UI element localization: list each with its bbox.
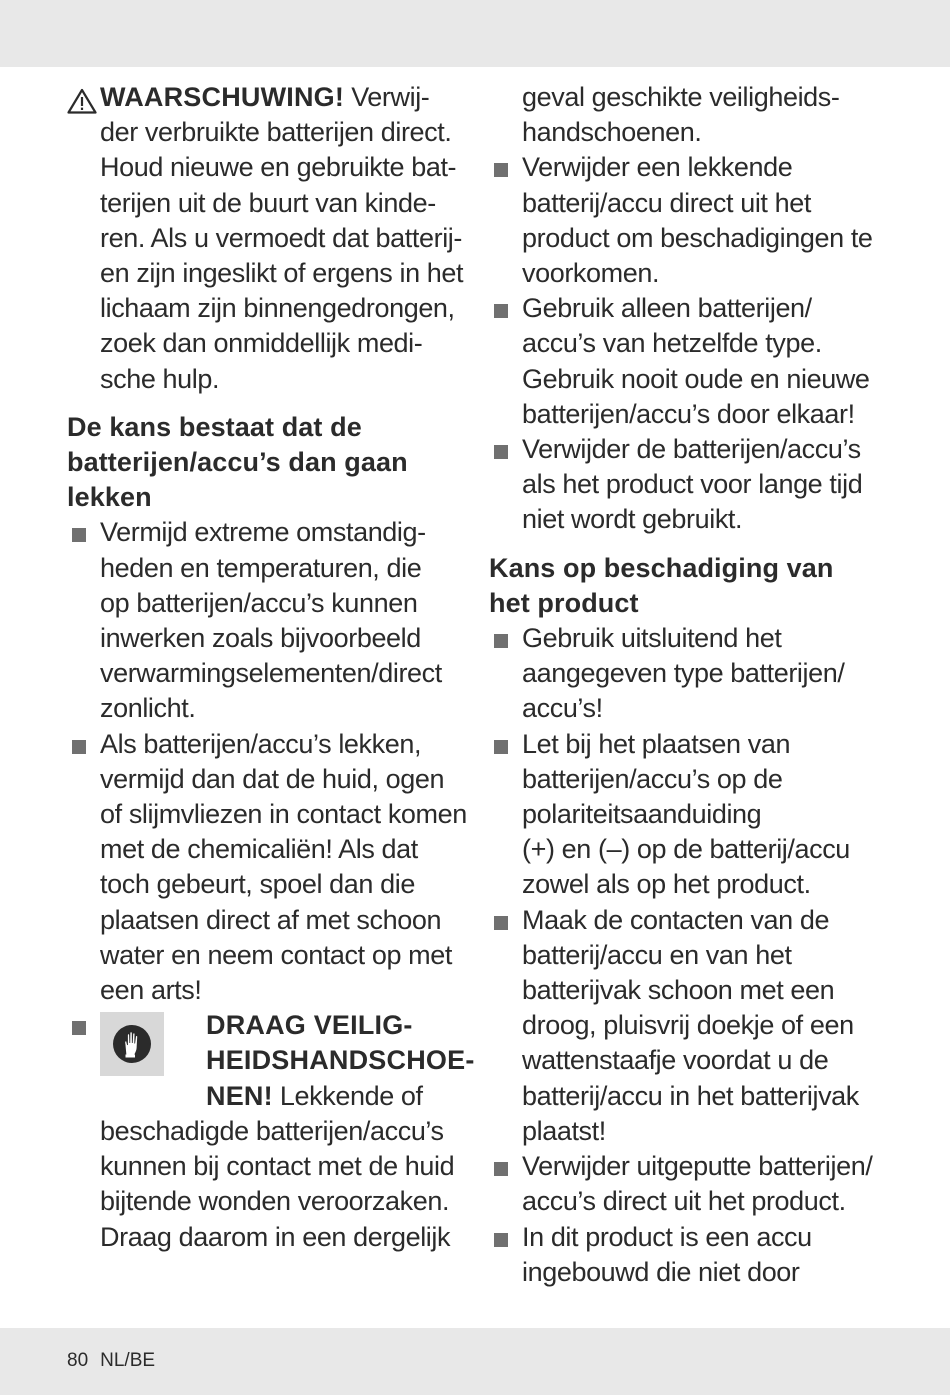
- item-text: kunnen bij contact met de huid: [100, 1151, 455, 1182]
- item-text: op batterijen/accu’s kunnen: [100, 587, 418, 618]
- list-item: [67, 727, 467, 1009]
- list-item: [489, 621, 889, 727]
- item-text: bijtende wonden veroorzaken.: [100, 1186, 450, 1217]
- heading-line: het product: [489, 587, 639, 618]
- item-text: Maak de contacten van de: [522, 904, 830, 935]
- list-item: [489, 727, 889, 903]
- warning-text: zoek dan onmiddellijk medi-: [100, 328, 423, 359]
- warning-text: lichaam zijn binnengedrongen,: [100, 293, 455, 324]
- item-text: Draag daarom in een dergelijk: [100, 1221, 451, 1252]
- item-text: batterij/accu en van het: [522, 939, 792, 970]
- item-text: voorkomen.: [522, 258, 660, 289]
- item-text: batterijen/accu’s door elkaar!: [522, 398, 855, 429]
- safety-glove-icon: [100, 1012, 164, 1076]
- item-text: wattenstaafje voordat u de: [522, 1045, 829, 1076]
- item-text: Vermijd extreme omstandig-: [100, 517, 426, 548]
- item-text: Verwijder de batterijen/accu’s: [522, 434, 861, 465]
- warning-text: Verwij-: [351, 82, 430, 112]
- item-text: verwarmingselementen/direct: [100, 658, 442, 689]
- section-heading-damage: [489, 551, 889, 621]
- warning-text: sche hulp.: [100, 363, 220, 394]
- list-item: [67, 515, 467, 726]
- warning-text: terijen uit de buurt van kinde-: [100, 187, 436, 218]
- warning-paragraph: [67, 80, 467, 397]
- language-code: NL/BE: [100, 1350, 156, 1371]
- left-column: [67, 80, 475, 1255]
- square-bullet-icon: [494, 916, 508, 930]
- item-text: of slijmvliezen in contact komen: [100, 799, 467, 830]
- warning-text: ren. Als u vermoedt dat batterij-: [100, 222, 462, 253]
- heading-line: Kans op beschadiging van: [489, 552, 834, 583]
- list-item: [489, 150, 889, 291]
- item-text: als het product voor lange tijd: [522, 469, 863, 500]
- item-text: product om beschadigingen te: [522, 222, 873, 253]
- item-text: water en neem contact op met: [100, 939, 452, 970]
- item-text: inwerken zoals bijvoorbeeld: [100, 623, 421, 654]
- warning-line: [100, 80, 467, 115]
- list-item-safety-gloves: [67, 1008, 475, 1254]
- glove-heading-line: HEIDSHANDSCHOE-: [206, 1045, 475, 1076]
- glove-heading-line: DRAAG VEILIG-: [206, 1010, 413, 1041]
- header-band: [0, 0, 950, 67]
- item-text: polariteitsaanduiding: [522, 799, 762, 830]
- item-text: (+) en (–) op de batterij/accu: [522, 834, 850, 865]
- item-text: Gebruik alleen batterijen/: [522, 293, 812, 324]
- square-bullet-icon: [494, 304, 508, 318]
- item-text: Let bij het plaatsen van: [522, 728, 791, 759]
- warning-text: en zijn ingeslikt of ergens in het: [100, 258, 464, 289]
- item-text: handschoenen.: [522, 117, 702, 148]
- item-text: beschadigde batterijen/accu’s: [100, 1115, 444, 1146]
- item-text: accu’s van hetzelfde type.: [522, 328, 822, 359]
- heading-line: De kans bestaat dat de: [67, 411, 362, 442]
- item-text: zonlicht.: [100, 693, 196, 724]
- continuation-text: [489, 80, 889, 150]
- square-bullet-icon: [494, 163, 508, 177]
- list-item: [489, 291, 889, 432]
- item-text: Als batterijen/accu’s lekken,: [100, 728, 422, 759]
- item-text: toch gebeurt, spoel dan die: [100, 869, 415, 900]
- item-text: In dit product is een accu: [522, 1221, 812, 1252]
- item-text: batterijen/accu’s op de: [522, 763, 783, 794]
- heading-line: lekken: [67, 482, 152, 513]
- square-bullet-icon: [494, 1162, 508, 1176]
- list-item: [489, 1220, 889, 1290]
- item-text: zowel als op het product.: [522, 869, 811, 900]
- item-text: Verwijder uitgeputte batterijen/: [522, 1151, 873, 1182]
- square-bullet-icon: [494, 634, 508, 648]
- square-bullet-icon: [494, 445, 508, 459]
- item-text: plaatst!: [522, 1115, 606, 1146]
- list-item: [489, 1149, 889, 1219]
- item-text: geval geschikte veiligheids-: [522, 82, 840, 112]
- item-text: Gebruik nooit oude en nieuwe: [522, 363, 870, 394]
- item-text: batterij/accu in het batterijvak: [522, 1080, 859, 1111]
- item-text: aangegeven type batterijen/: [522, 658, 845, 689]
- warning-text: Houd nieuwe en gebruikte bat-: [100, 152, 457, 183]
- square-bullet-icon: [72, 528, 86, 542]
- heading-line: batterijen/accu’s dan gaan: [67, 447, 408, 478]
- item-text: batterij/accu direct uit het: [522, 187, 811, 218]
- item-text: accu’s!: [522, 693, 603, 724]
- item-text: droog, pluisvrij doekje of een: [522, 1010, 854, 1041]
- warning-text: der verbruikte batterijen direct.: [100, 117, 452, 148]
- warning-label: WAARSCHUWING!: [100, 82, 345, 112]
- square-bullet-icon: [72, 740, 86, 754]
- page-number: 80: [67, 1350, 89, 1371]
- square-bullet-icon: [494, 1233, 508, 1247]
- item-text: een arts!: [100, 975, 202, 1006]
- glove-text: Lekkende of: [272, 1080, 423, 1111]
- item-text: met de chemicaliën! Als dat: [100, 834, 418, 865]
- item-text: ingebouwd die niet door: [522, 1256, 800, 1287]
- square-bullet-icon: [494, 740, 508, 754]
- item-text: plaatsen direct af met schoon: [100, 904, 442, 935]
- item-text: accu’s direct uit het product.: [522, 1186, 846, 1217]
- warning-triangle-icon: [67, 88, 97, 114]
- glove-heading-end: NEN!: [206, 1080, 273, 1111]
- item-text: heden en temperaturen, die: [100, 552, 422, 583]
- page-footer: [67, 1350, 167, 1372]
- section-heading-leak: [67, 410, 467, 516]
- glove-heading-line: [206, 1079, 467, 1114]
- list-item: [489, 432, 889, 538]
- item-text: batterijvak schoon met een: [522, 975, 835, 1006]
- square-bullet-icon: [72, 1021, 86, 1035]
- right-column: [489, 80, 889, 1290]
- item-text: Gebruik uitsluitend het: [522, 623, 782, 654]
- item-text: niet wordt gebruikt.: [522, 504, 743, 535]
- item-text: Verwijder een lekkende: [522, 152, 793, 183]
- item-text: vermijd dan dat de huid, ogen: [100, 763, 445, 794]
- list-item: [489, 903, 889, 1149]
